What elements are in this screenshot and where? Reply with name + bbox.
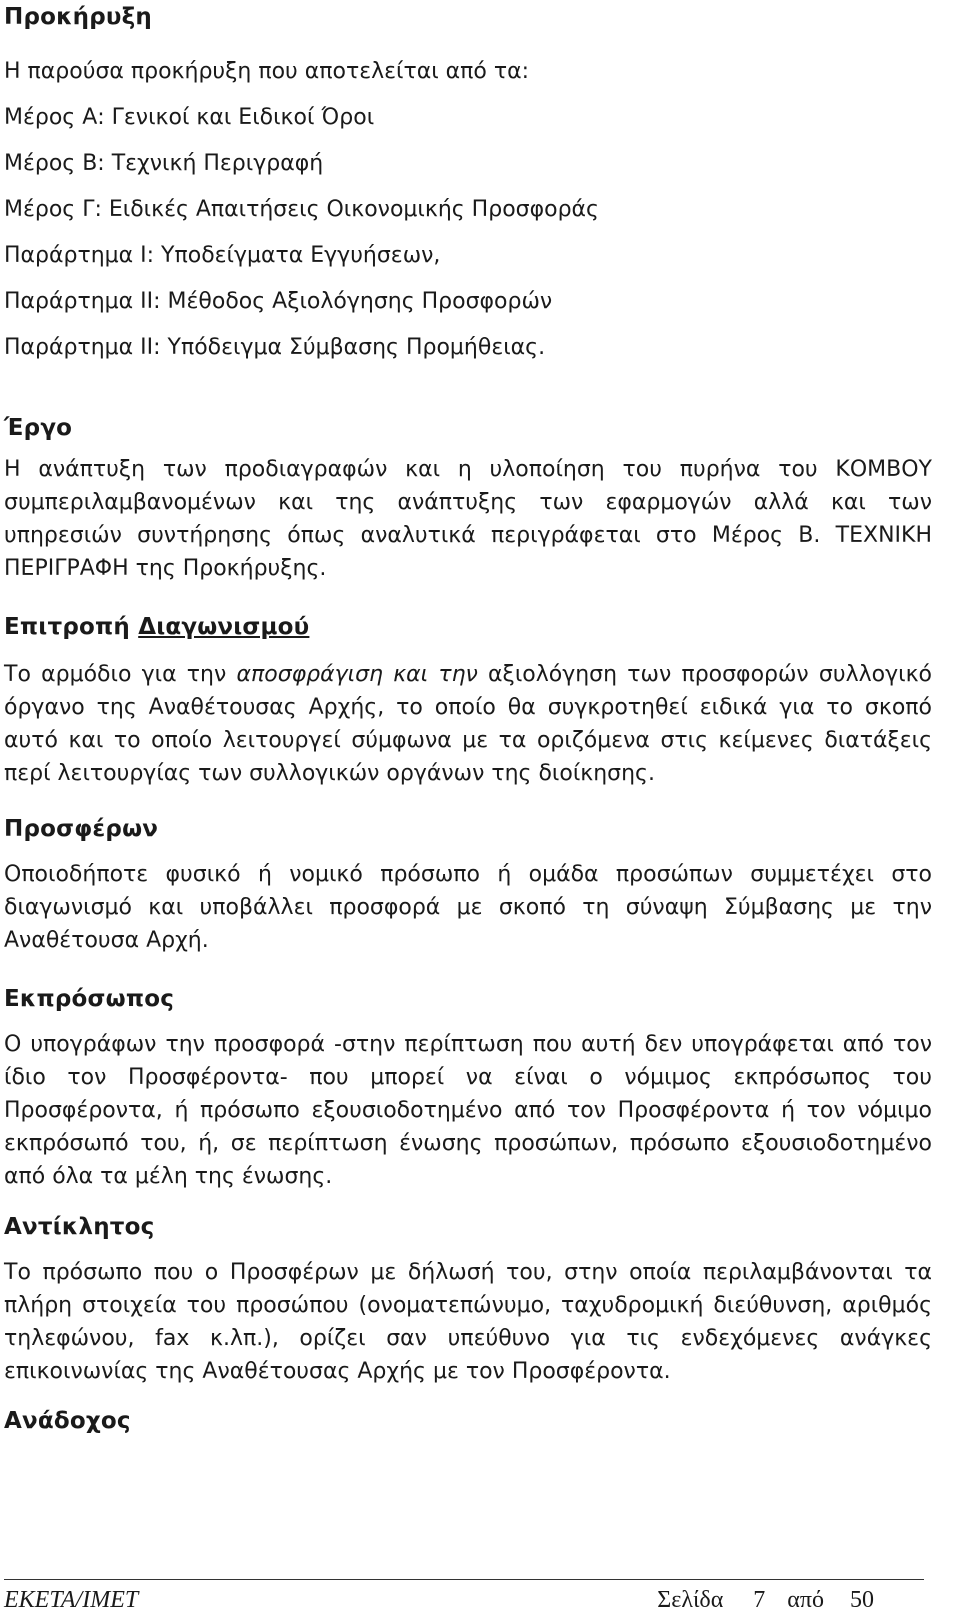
list-item: Παράρτημα ΙΙ: Μέθοδος Αξιολόγησης Προσφορών (4, 289, 553, 314)
section-title: Προκήρυξη (4, 4, 152, 30)
section-title: Ανάδοχος (4, 1408, 131, 1434)
section-antiklitos (4, 1212, 932, 1388)
section-body: Το πρόσωπο που ο Προσφέρων με δήλωσή του, στην οποία περιλαμβάνονται τα πλήρη στοιχεία του προσώπου (ονοματεπώνυμο, ταχυδρομική διεύθυνση, αριθμός τηλεφώνου, fax κ.λπ.), ορίζει σαν υπεύθυνο για τις ενδεχόμενες ανάγκες επικοινωνίας της Αναθέτουσας Αρχής με τον Προσφέροντα. (4, 1260, 932, 1384)
section-title-part: Επιτροπή (4, 614, 139, 640)
page-number: 7 (753, 1587, 766, 1613)
section-body: Οποιοδήποτε φυσικό ή νομικό πρόσωπο ή ομάδα προσώπων συμμετέχει στο διαγωνισμό και υποβάλλει προσφορά με σκοπό τη σύναψη Σύμβασης με την Αναθέτουσα Αρχή. (4, 862, 932, 953)
total-pages: 50 (850, 1587, 874, 1613)
body-text: Το αρμόδιο για την (4, 662, 237, 687)
section-title (4, 612, 932, 642)
page-counter (657, 1584, 874, 1616)
section-title: Εκπρόσωπος (4, 986, 175, 1012)
section-prokiryxi (4, 2, 932, 371)
page-word: Σελίδα (657, 1587, 724, 1613)
section-epitropi (4, 612, 932, 790)
section-ekprosopos (4, 984, 932, 1193)
section-title: Έργο (4, 415, 73, 441)
section-body (4, 658, 932, 790)
list-item: Μέρος Α: Γενικοί και Ειδικοί Όροι (4, 105, 375, 130)
section-body: Ο υπογράφων την προσφορά -στην περίπτωση που αυτή δεν υπογράφεται από τον ίδιο τον Προσφέροντα- που μπορεί να είναι ο νόμιμος εκπρόσωπος του Προσφέροντα, ή πρόσωπο εξουσιοδοτημένο από τον Προσφέροντα ή τον νόμιμο εκπρόσωπό του, ή, σε περίπτωση ένωσης προσώπων, πρόσωπο εξουσιοδοτημένο από όλα τα μέλη της ένωσης. (4, 1032, 932, 1189)
list-item: Η παρούσα προκήρυξη που αποτελείται από τα: (4, 59, 530, 84)
body-text-italic: αποσφράγιση και την (236, 662, 478, 687)
section-title: Προσφέρων (4, 816, 159, 842)
footer-organization: ΕΚΕΤΑ/ΙΜΕΤ (4, 1587, 139, 1613)
list-item: Μέρος Γ: Ειδικές Απαιτήσεις Οικονομικής Προσφοράς (4, 197, 599, 222)
of-word: από (787, 1587, 824, 1613)
footer-divider (4, 1579, 924, 1580)
section-title-underlined: Διαγωνισμού (138, 614, 310, 640)
section-prosferon (4, 814, 932, 957)
section-body: Η ανάπτυξη των προδιαγραφών και η υλοποίηση του πυρήνα του ΚΟΜΒΟΥ συμπεριλαμβανομένων και της ανάπτυξης των εφαρμογών αλλά και των υπηρεσιών συντήρησης όπως αναλυτικά περιγράφεται στο Μέρος Β. ΤΕΧΝΙΚΗ ΠΕΡΙΓΡΑΦΗ της Προκήρυξης. (4, 457, 932, 581)
body-text: αξιολόγηση των προσφορών συλλογικό όργανο της Αναθέτουσας Αρχής, το οποίο θα συγκροτηθεί ειδικά για το σκοπό αυτό και το οποίο λειτουργεί σύμφωνα με τα οριζόμενα στις κείμενες διατάξεις περί λειτουργίας των συλλογικών οργάνων της διοίκησης. (4, 662, 932, 786)
list-item: Παράρτημα ΙΙ: Υπόδειγμα Σύμβασης Προμήθειας. (4, 335, 546, 360)
page-footer (4, 1584, 924, 1616)
section-title: Αντίκλητος (4, 1214, 155, 1240)
section-anadoxos (4, 1406, 932, 1436)
list-item: Παράρτημα Ι: Υποδείγματα Εγγυήσεων, (4, 243, 441, 268)
section-ergo (4, 413, 932, 585)
list-item: Μέρος Β: Τεχνική Περιγραφή (4, 151, 324, 176)
